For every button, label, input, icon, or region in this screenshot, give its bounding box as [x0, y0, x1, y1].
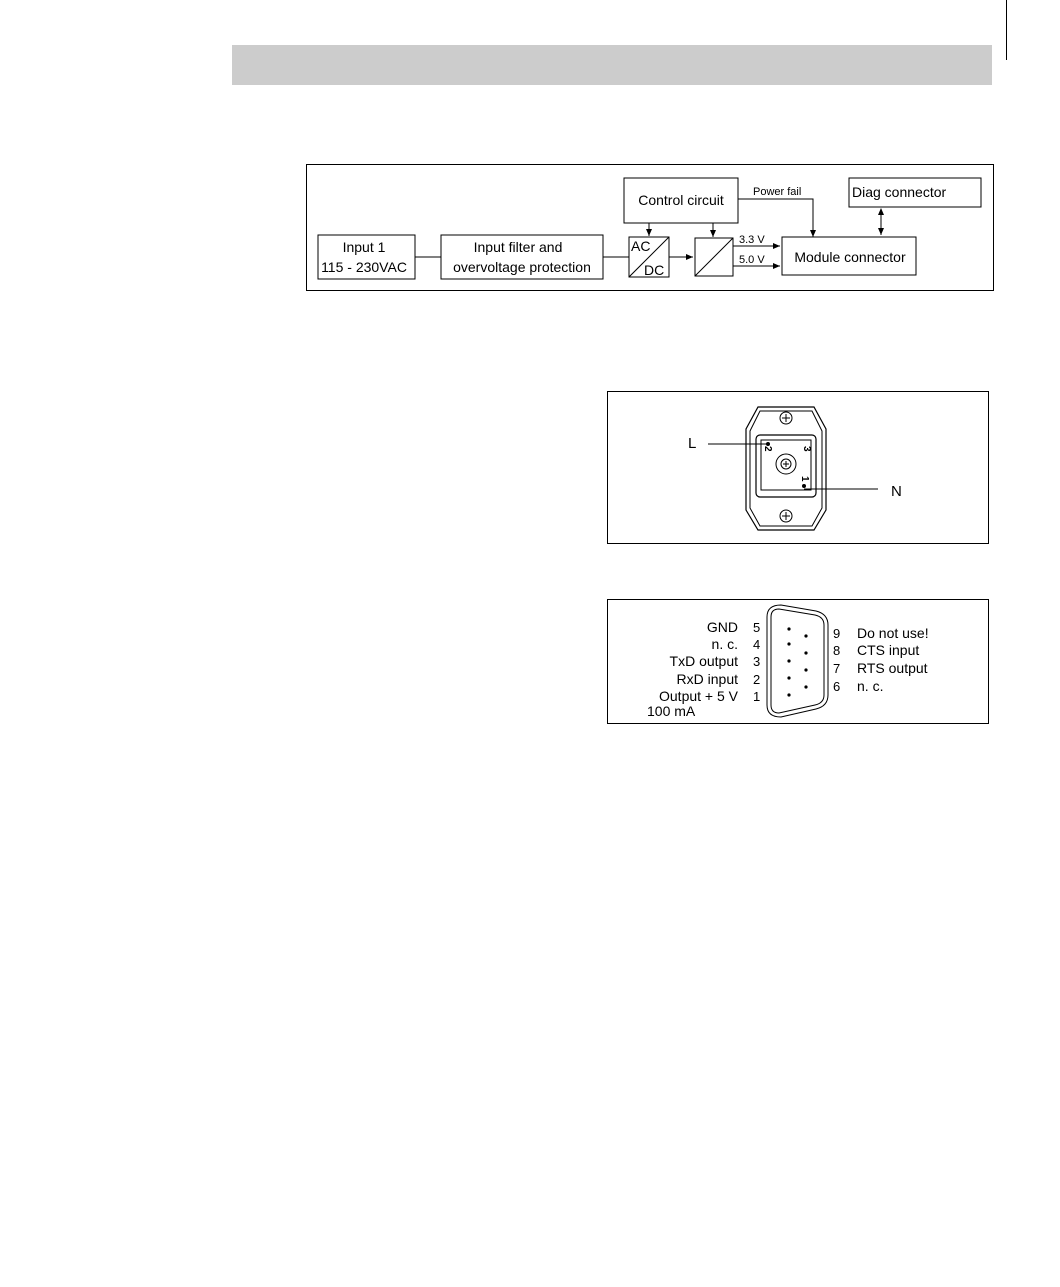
5v0-label: 5.0 V	[739, 254, 765, 266]
center-screw-icon	[781, 459, 791, 469]
pin-3-number: 3	[753, 654, 761, 669]
pin-1-number: 1	[753, 689, 761, 704]
bottom-screw-icon	[780, 510, 792, 522]
pin-4-number: 4	[753, 637, 761, 652]
dc-label: DC	[644, 262, 665, 278]
pin-3-dot	[787, 659, 790, 662]
control-circuit-label: Control circuit	[638, 192, 724, 208]
ac-label: AC	[631, 238, 651, 254]
input-label: Input 1	[342, 239, 386, 255]
pin-3-number: 3	[801, 446, 812, 452]
3v3-label: 3.3 V	[739, 234, 765, 246]
pin-4-dot	[787, 642, 790, 645]
regulator-block	[695, 238, 733, 276]
module-connector-block	[782, 237, 916, 275]
sub-d-svg	[608, 600, 988, 723]
pin-1-contact	[802, 484, 806, 488]
sub-d-shell-outer	[767, 605, 828, 717]
diag-connector-label: Diag connector	[852, 184, 947, 200]
pin-6-name: n. c.	[857, 678, 884, 694]
pin-9-number: 9	[833, 626, 841, 641]
block-diagram-svg	[307, 165, 993, 290]
N-label: N	[891, 483, 902, 500]
power-supply-block-diagram	[306, 164, 994, 291]
mains-connector-pinout	[607, 391, 989, 544]
pin-7-name: RTS output	[857, 660, 928, 676]
pin-5-name: GND	[706, 619, 738, 635]
input-filter-block	[441, 235, 603, 279]
pin-8-dot	[804, 651, 807, 654]
section-header-bar	[232, 45, 992, 85]
ac-dc-converter-block	[629, 237, 669, 278]
pin-1-current-note: 100 mA	[647, 703, 696, 719]
pin-7-number: 7	[833, 661, 841, 676]
L-label: L	[688, 435, 697, 452]
pin-9-name: Do not use!	[857, 625, 929, 641]
pin-2-number: 2	[753, 672, 761, 687]
control-circuit-block	[624, 178, 738, 223]
power-fail-label: Power fail	[753, 186, 802, 198]
input-block	[318, 235, 415, 279]
sub-d-shell	[771, 609, 824, 713]
pin-7-dot	[804, 668, 807, 671]
pin-8-number: 8	[833, 643, 841, 658]
pin-1-name: Output + 5 V	[659, 688, 738, 704]
top-right-rule	[1006, 0, 1007, 60]
filter-label-line2: overvoltage protection	[453, 259, 591, 275]
pin-2-number: 2	[762, 446, 773, 452]
pin-1-number: 1	[799, 476, 810, 482]
pin-8-name: CTS input	[857, 642, 920, 658]
input-voltage-label: 115 - 230VAC	[321, 259, 407, 275]
diag-connector-block	[849, 178, 981, 207]
sub-d-9-pinout	[607, 599, 989, 724]
pin-2-name: RxD input	[676, 671, 738, 687]
pin-2-dot	[787, 676, 790, 679]
pin-6-number: 6	[833, 679, 841, 694]
power-fail-arrow	[738, 199, 813, 237]
top-screw-icon	[780, 412, 792, 424]
pin-4-name: n. c.	[711, 636, 738, 652]
pin-1-dot	[787, 693, 790, 696]
pin-6-dot	[804, 685, 807, 688]
mains-connector-svg	[608, 392, 988, 543]
pin-5-number: 5	[753, 620, 761, 635]
pin-3-name: TxD output	[669, 653, 738, 669]
pin-5-dot	[787, 627, 790, 630]
pin-9-dot	[804, 634, 807, 637]
filter-label-line1: Input filter and	[473, 239, 563, 255]
module-connector-label: Module connector	[794, 249, 906, 265]
